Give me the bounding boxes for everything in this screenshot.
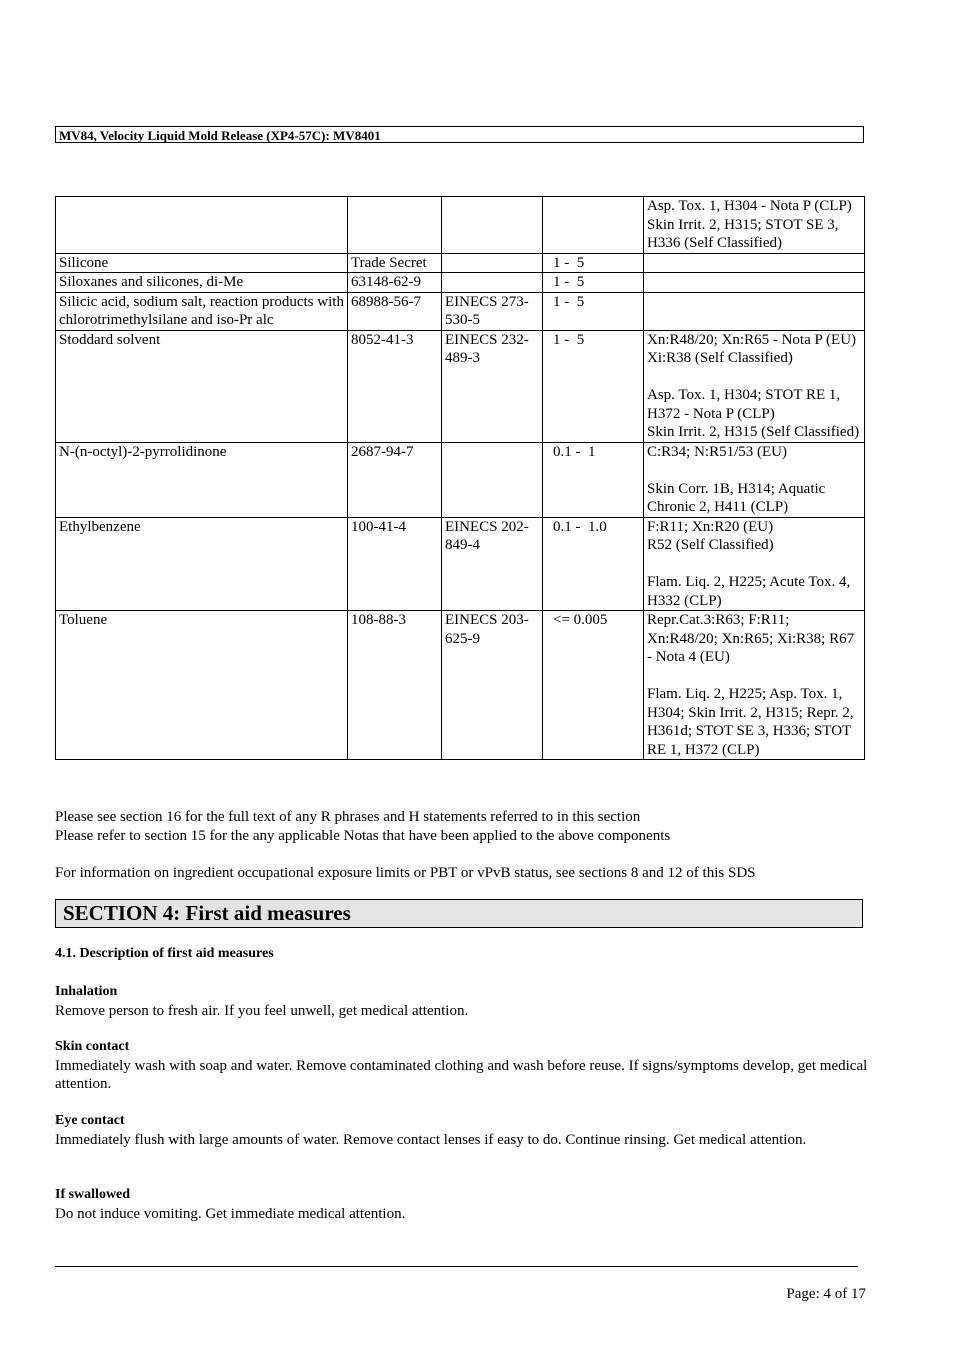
first-aid-subheading: 4.1. Description of first aid measures: [55, 946, 274, 961]
concentration-cell: 1 - 5: [543, 273, 644, 293]
note-spacer: [55, 845, 875, 864]
classification-cell: [644, 253, 865, 273]
skin-contact-text: Immediately wash with soap and water. Remove contaminated clothing and wash before reuse. If signs/symptoms develop, get medical attention.: [55, 1057, 868, 1092]
note-exposure-limits: For information on ingredient occupational exposure limits or PBT or vPvB status, see sections 8 and 12 of this SDS: [55, 864, 756, 881]
classification-line: Skin Irrit. 2, H315; STOT SE 3, H336 (Self Classified): [647, 216, 843, 251]
ec-number-cell: [442, 253, 543, 273]
page-number: Page: 4 of 17: [786, 1286, 866, 1302]
concentration-cell: 1 - 5: [543, 253, 644, 273]
footer-divider: [55, 1266, 858, 1267]
cas-number-cell: 2687-94-7: [348, 442, 442, 517]
classification-line: Skin Irrit. 2, H315 (Self Classified): [647, 424, 860, 440]
swallowed-title: If swallowed: [55, 1187, 131, 1202]
ec-number-cell: [442, 442, 543, 517]
concentration-cell: [543, 197, 644, 254]
cas-number-cell: [348, 197, 442, 254]
ingredient-name-cell: Stoddard solvent: [56, 330, 348, 442]
ec-number-cell: [442, 197, 543, 254]
ingredient-name-cell: N-(n-octyl)-2-pyrrolidinone: [56, 442, 348, 517]
swallowed-block: [55, 1186, 870, 1223]
ingredient-name-cell: Siloxanes and silicones, di-Me: [56, 273, 348, 293]
classification-line: C:R34; N:R51/53 (EU): [647, 443, 788, 460]
cas-number-cell: 68988-56-7: [348, 292, 442, 330]
concentration-cell: 1 - 5: [543, 292, 644, 330]
concentration-cell: 0.1 - 1.0: [543, 517, 644, 611]
eye-contact-title: Eye contact: [55, 1113, 125, 1128]
table-row: [56, 253, 865, 273]
composition-table: [55, 196, 865, 760]
inhalation-title: Inhalation: [55, 984, 118, 999]
ingredient-name-cell: Ethylbenzene: [56, 517, 348, 611]
classification-cell: [644, 197, 865, 254]
concentration-cell: 1 - 5: [543, 330, 644, 442]
cas-number-cell: 100-41-4: [348, 517, 442, 611]
classification-line: [647, 667, 861, 686]
classification-line: R52 (Self Classified): [647, 537, 774, 553]
composition-table-body: [56, 197, 865, 760]
classification-line: Asp. Tox. 1, H304; STOT RE 1, H372 - Nota P (CLP): [647, 387, 844, 422]
eye-contact-block: [55, 1112, 870, 1149]
inhalation-text: Remove person to fresh air. If you feel unwell, get medical attention.: [55, 1002, 469, 1019]
table-row: [56, 517, 865, 611]
document-header: MV84, Velocity Liquid Mold Release (XP4-57C): MV8401: [55, 126, 864, 143]
classification-line: [647, 461, 861, 480]
classification-line: Flam. Liq. 2, H225; Asp. Tox. 1, H304; Skin Irrit. 2, H315; Repr. 2, H361d; STOT SE 3, H336; STOT RE 1, H372 (CLP): [647, 686, 858, 758]
table-row: [56, 611, 865, 760]
cas-number-cell: Trade Secret: [348, 253, 442, 273]
classification-cell: [644, 273, 865, 293]
eye-contact-text: Immediately flush with large amounts of water. Remove contact lenses if easy to do. Continue rinsing. Get medical attention.: [55, 1131, 807, 1148]
ingredient-name-cell: Toluene: [56, 611, 348, 760]
swallowed-text: Do not induce vomiting. Get immediate medical attention.: [55, 1205, 406, 1222]
ec-number-cell: EINECS 202-849-4: [442, 517, 543, 611]
section-4-title: SECTION 4: First aid measures: [55, 899, 863, 928]
ec-number-cell: [442, 273, 543, 293]
classification-cell: [644, 611, 865, 760]
classification-line: Skin Corr. 1B, H314; Aquatic Chronic 2, H411 (CLP): [647, 480, 830, 515]
classification-line: [647, 555, 861, 574]
ingredient-name-cell: Silicone: [56, 253, 348, 273]
classification-line: Xi:R38 (Self Classified): [647, 350, 793, 366]
classification-cell: [644, 517, 865, 611]
ec-number-cell: EINECS 273-530-5: [442, 292, 543, 330]
classification-line: [647, 368, 861, 387]
classification-line: F:R11; Xn:R20 (EU): [647, 518, 774, 535]
composition-notes: [55, 808, 875, 882]
table-row: [56, 197, 865, 254]
table-row: [56, 330, 865, 442]
skin-contact-title: Skin contact: [55, 1039, 130, 1054]
ec-number-cell: EINECS 232-489-3: [442, 330, 543, 442]
classification-line: Repr.Cat.3:R63; F:R11; Xn:R48/20; Xn:R65; Xi:R38; R67 - Nota 4 (EU): [647, 612, 858, 665]
classification-cell: [644, 442, 865, 517]
note-notas: Please refer to section 15 for the any applicable Notas that have been applied to the above components: [55, 827, 671, 844]
concentration-cell: 0.1 - 1: [543, 442, 644, 517]
table-row: [56, 273, 865, 293]
concentration-cell: <= 0.005: [543, 611, 644, 760]
cas-number-cell: 63148-62-9: [348, 273, 442, 293]
classification-line: Xn:R48/20; Xn:R65 - Nota P (EU): [647, 331, 857, 348]
ingredient-name-cell: [56, 197, 348, 254]
ec-number-cell: EINECS 203-625-9: [442, 611, 543, 760]
classification-cell: [644, 292, 865, 330]
classification-line: Flam. Liq. 2, H225; Acute Tox. 4, H332 (CLP): [647, 574, 854, 609]
cas-number-cell: 108-88-3: [348, 611, 442, 760]
cas-number-cell: 8052-41-3: [348, 330, 442, 442]
note-r-phrases: Please see section 16 for the full text of any R phrases and H statements referred to in this section: [55, 809, 641, 825]
skin-contact-block: [55, 1038, 870, 1094]
inhalation-block: [55, 983, 870, 1020]
table-row: [56, 292, 865, 330]
table-row: [56, 442, 865, 517]
classification-cell: [644, 330, 865, 442]
classification-line: Asp. Tox. 1, H304 - Nota P (CLP): [647, 198, 852, 214]
ingredient-name-cell: Silicic acid, sodium salt, reaction products with chlorotrimethylsilane and iso-Pr alc: [56, 292, 348, 330]
